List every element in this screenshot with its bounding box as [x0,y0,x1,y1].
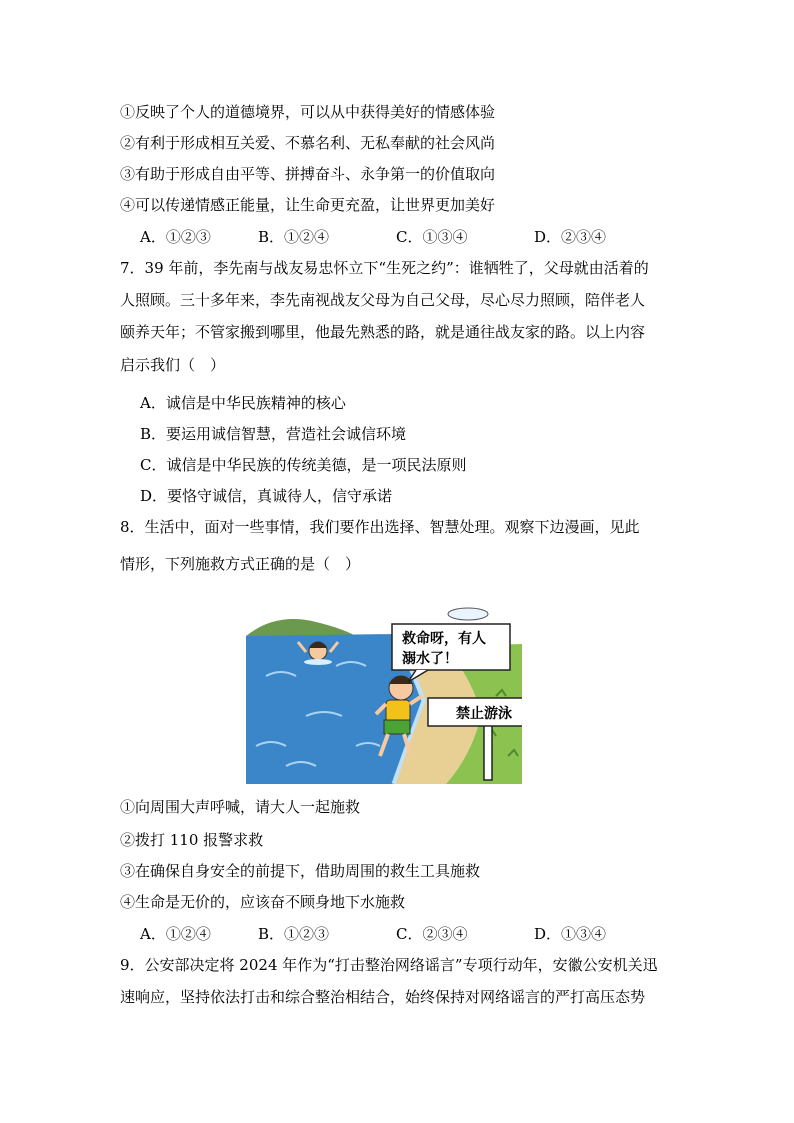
no-swimming-sign-text: 禁止游泳 [456,706,512,722]
q7-option-d: D．要恪守诚信，真诚待人，信守承诺 [140,487,393,505]
q7-stem-line-1: 7．39 年前，李先南与战友易忠怀立下“生死之约”：谁牺牲了，父母就由活着的 [120,259,649,277]
drowning-comic-illustration [246,606,522,784]
q8-item-4: ④生命是无价的，应该奋不顾身地下水施救 [120,893,406,911]
q9-stem-line-1: 9．公安部决定将 2024 年作为“打击整治网络谣言”专项行动年，安徽公安机关迅 [120,956,658,974]
q8-option-d: D．①③④ [534,925,607,943]
q8-stem-line-2: 情形，下列施救方式正确的是（ ） [120,555,361,573]
q7-stem-line-3: 颐养天年；不管家搬到哪里，他最先熟悉的路，就是通往战友家的路。以上内容 [120,323,646,341]
sign-post [484,724,492,780]
q7-option-b: B．要运用诚信智慧，营造社会诚信环境 [140,425,407,443]
q8-option-b: B．①②③ [258,925,330,943]
cloud-shape [448,608,488,620]
q9-stem-line-2: 速响应，坚持依法打击和综合整治相结合，始终保持对网络谣言的严打高压态势 [120,988,646,1006]
q8-item-1: ①向周围大声呼喊，请大人一起施救 [120,798,361,816]
q8-item-3: ③在确保自身安全的前提下，借助周围的救生工具施救 [120,862,481,880]
q6-item-3: ③有助于形成自由平等、拼搏奋斗、永争第一的价值取向 [120,165,496,183]
q7-option-c: C．诚信是中华民族的传统美德，是一项民法原则 [140,456,467,474]
q6-option-d: D．②③④ [534,228,607,246]
speech-bubble-line-2: 溺水了！ [402,651,458,667]
q6-item-4: ④可以传递情感正能量，让生命更充盈，让世界更加美好 [120,196,496,214]
q8-option-c: C．②③④ [396,925,468,943]
q6-item-2: ②有利于形成相互关爱、不慕名利、无私奉献的社会风尚 [120,134,496,152]
comic-svg [246,606,522,784]
q8-stem-line-1: 8．生活中，面对一些事情，我们要作出选择、智慧处理。观察下边漫画，见此 [120,518,640,536]
running-boy-shirt [386,700,410,722]
q6-option-c: C．①③④ [396,228,468,246]
q7-stem-line-4: 启示我们（ ） [120,356,226,374]
q6-option-b: B．①②④ [258,228,330,246]
q8-option-a: A．①②④ [140,925,211,943]
q7-option-a: A．诚信是中华民族精神的核心 [140,394,346,412]
speech-bubble-line-1: 救命呀，有人 [402,631,486,647]
q8-item-2: ②拨打 110 报警求救 [120,831,264,849]
q6-option-a: A．①②③ [140,228,211,246]
q6-item-1: ①反映了个人的道德境界，可以从中获得美好的情感体验 [120,103,496,121]
q7-stem-line-2: 人照顾。三十多年来，李先南视战友父母为自己父母，尽心尽力照顾，陪伴老人 [120,291,646,309]
